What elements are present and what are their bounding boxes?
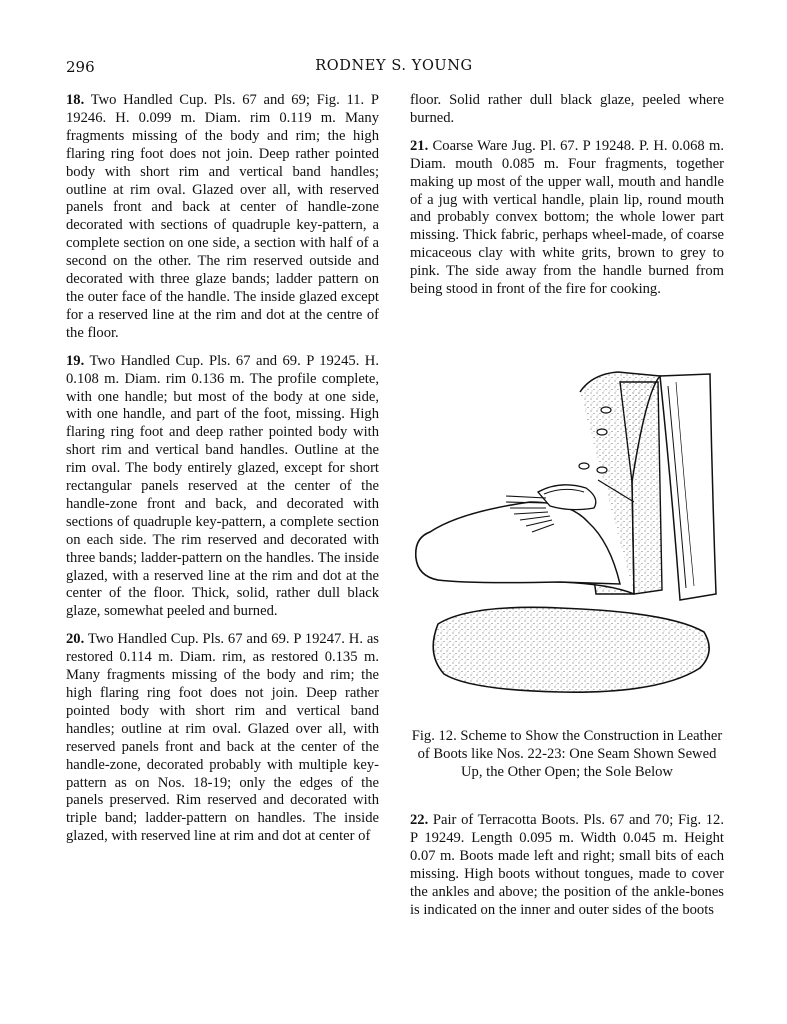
page-number: 296 xyxy=(66,58,95,76)
entry-number: 20. xyxy=(66,631,85,648)
left-column xyxy=(66,92,379,856)
entry-text: Two Handled Cup. Pls. 67 and 69. P 19247. H. as restored 0.114 m. Diam. rim, as restored 0.135 m. Many fragments missing of the body and rim; the high flaring ring foot does not join. Deep rather pointed body with short rim and vertical band handles; outline at rim oval. Glazed over all, with reserved panels front and back at the center of the handle-zone, decorated probably with multiple key-pattern as on Nos. 18-19; only the edges of the panels preserved. Rim reserved and decorated with triple band; ladder-pattern on handles. The inside glazed, with reserved line at rim and dot at center of xyxy=(66,631,379,845)
entry-text: Two Handled Cup. Pls. 67 and 69; Fig. 11. P 19246. H. 0.099 m. Diam. rim 0.119 m. Many fragments missing of the body and rim; the high flaring ring foot does not join. Deep rather pointed body with short rim and vertical band handles; outline at rim oval. Glazed over all, with reserved panels front and back at center of handle-zone decorated with sections of quadruple key-pattern, a complete section on one side, a section with half of a second on the other. The rim reserved outside and decorated with three glaze bands; ladder pattern on the outer face of the handle. The inside glazed except for a reserved line at the rim and dot at the centre of the floor. xyxy=(66,92,379,341)
seam-hole xyxy=(579,463,589,469)
catalog-entry-21 xyxy=(410,138,724,299)
catalog-entry-19 xyxy=(66,353,379,622)
figure-caption: Fig. 12. Scheme to Show the Construction in Leather of Boots like Nos. 22-23: One Seam Shown Sewed Up, the Other Open; the Sole Below xyxy=(411,728,723,780)
entry-number: 22. xyxy=(410,812,429,828)
catalog-entry-18 xyxy=(66,92,379,343)
entry-20-continuation: floor. Solid rather dull black glaze, peeled where burned. xyxy=(410,92,724,126)
catalog-entry-22 xyxy=(410,812,724,919)
seam-hole xyxy=(601,407,611,413)
entry-text: Two Handled Cup. Pls. 67 and 69. P 19245. H. 0.108 m. Diam. rim 0.136 m. The profile complete, with one handle; but most of the body at one side, with one handle, and part of the foot, missing. High flaring ring foot and deep rather pointed body with short rim and vertical band handles. Outline at the rim oval. The body entirely glazed, except for short rectangular panels reserved at the center of the handle-zone front and back, and decorated with sections of quadruple key-pattern, a complete section on each side. The rim reserved and decorated with three bands; ladder-pattern on the handles. The inside glazed, with a reserved line at the rim and dot at the center of the floor. Thick, solid, rather dull black glaze, somewhat peeled and burned. xyxy=(66,352,379,620)
page-header xyxy=(66,58,722,80)
seam-hole xyxy=(597,467,607,473)
right-column xyxy=(410,92,724,309)
entry-text: Pair of Terracotta Boots. Pls. 67 and 70; Fig. 12. P 19249. Length 0.095 m. Width 0.045 m. Height 0.07 m. Boots made left and right; small bits of each missing. High boots without tongues, made to cover the ankles and above; the position of the ankle-bones is indicated on the inner and outer sides of the boots xyxy=(410,812,724,918)
entry-text: Coarse Ware Jug. Pl. 67. P 19248. P. H. 0.068 m. Diam. mouth 0.085 m. Four fragments, together making up most of the upper wall, mouth and handle of a jug with vertical handle, plain lip, round mouth and probably convex bottom; the whole lower part missing. Thick fabric, perhaps wheel-made, of coarse micaceous clay with white grits, brown to grey to pink. The side away from the handle burned from being stood in front of the fire for cooking. xyxy=(410,137,724,298)
boot-illustration xyxy=(410,362,724,717)
catalog-entry-20 xyxy=(66,631,379,846)
running-head: RODNEY S. YOUNG xyxy=(315,58,473,74)
boot-sole xyxy=(433,607,709,692)
entry-number: 21. xyxy=(410,137,429,154)
right-column-bottom xyxy=(410,812,724,919)
boot-shaft-flap xyxy=(660,374,716,600)
seam-hole xyxy=(597,429,607,435)
entry-number: 19. xyxy=(66,352,85,369)
entry-number: 18. xyxy=(66,92,85,108)
boot-construction-figure xyxy=(410,362,724,717)
